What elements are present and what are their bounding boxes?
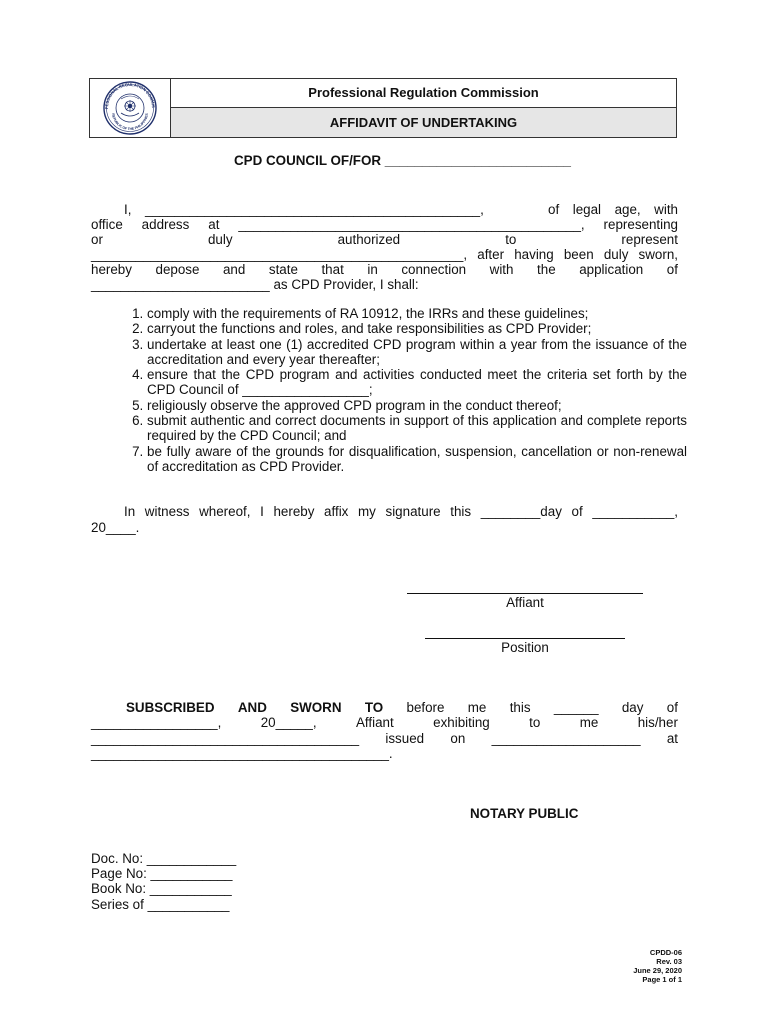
form-code: CPDD-06 [649,948,682,957]
header-box [89,78,677,138]
page-number: Page 1 of 1 [642,975,682,984]
position-label: Position [501,640,549,655]
witness-line-1: In witness whereof, I hereby affix my signature this ________day of ___________, [124,504,678,519]
word: ____________________________________ [91,731,360,746]
word: issued [385,731,425,746]
word: in [367,262,378,277]
word: authorized [337,232,401,247]
word: of [666,262,678,277]
name-blank: _____________________________________________, [145,202,484,217]
doc-no: Doc. No: ____________ [91,851,237,866]
word: 20_____, [260,715,317,730]
legal-age-text: of legal age, with [548,202,678,217]
undertaking-item: 3. undertake at least one (1) accredited CPD program within a year from the issuance of the accreditation and every year thereafter; [147,337,687,368]
word: duly [207,232,233,247]
word: Affiant [356,715,394,730]
affiant-label: Affiant [506,595,544,610]
book-no: Book No: ___________ [91,881,232,897]
intro-pronoun: I, [124,202,132,217]
intro-line-2: office address at ______________________________________________, representing [91,217,678,232]
word: exhibiting [433,715,490,730]
prc-seal-icon [90,79,170,137]
seal-outer-text: FESSIONAL REGULATION COMMIS [103,81,157,109]
word: to [505,232,517,247]
intro-line-5 [91,262,678,277]
word: TO [364,700,384,715]
jurat-line-2 [91,715,678,730]
jurat-line-1 [126,700,678,715]
word: his/her [637,715,678,730]
word: before [406,700,445,715]
word: this [509,700,531,715]
word: state [268,262,298,277]
notarial-register [91,851,236,912]
word: represent [621,232,678,247]
jurat-line-3 [91,731,678,746]
word: ____________________ [491,731,641,746]
word: AND [237,700,267,715]
word: SWORN [290,700,342,715]
undertakings-list [122,306,687,474]
undertaking-item: 5. religiously observe the approved CPD program in the conduct thereof; [147,398,687,413]
intro-line-1 [91,202,678,217]
word: connection [401,262,467,277]
word: the [537,262,556,277]
word: to [529,715,541,730]
undertaking-item: 1. comply with the requirements of RA 10912, the IRRs and these guidelines; [147,306,687,321]
word: of [666,700,678,715]
page-no: Page No: ___________ [91,866,233,882]
undertaking-item: 2. carryout the functions and roles, and take responsibilities as CPD Provider; [147,321,687,336]
series-of: Series of ___________ [91,896,230,912]
undertaking-item: 4. ensure that the CPD program and activities conducted meet the criteria set forth by the CPD Council of _________________; [147,367,687,398]
word: me [579,715,599,730]
revision-date: June 29, 2020 [633,966,682,975]
revision: Rev. 03 [656,957,682,966]
word: _________________, [91,715,222,730]
witness-line-2: 20____. [91,520,140,535]
position-signature-line [425,638,625,639]
affiant-signature-line [407,593,643,594]
form-footer [633,948,682,984]
word: or [91,232,103,247]
intro-line-4: __________________________________________________, after having been duly sworn, [91,247,678,262]
seal-inner-text: REPUBLIC OF THE PHILIPPINES [111,113,149,132]
word: that [321,262,344,277]
word: day [621,700,644,715]
word: with [489,262,514,277]
notary-public-label: NOTARY PUBLIC [470,806,579,821]
word: SUBSCRIBED [126,700,215,715]
word: at [666,731,678,746]
organization-name: Professional Regulation Commission [171,79,676,108]
word: hereby [91,262,132,277]
intro-line-3 [91,232,678,247]
intro-line-6: ________________________ as CPD Provider, I shall: [91,277,419,292]
undertaking-item: 7. be fully aware of the grounds for disqualification, suspension, cancellation or non-renewal of accreditation as CPD Provider. [147,444,687,475]
word: me [467,700,487,715]
word: application [579,262,644,277]
seal-cell [90,79,171,137]
word: and [222,262,246,277]
form-title: AFFIDAVIT OF UNDERTAKING [171,108,676,137]
word: ______ [553,700,599,715]
jurat-line-4: ________________________________________. [91,746,393,761]
undertaking-item: 6. submit authentic and correct documents in support of this application and complete reports required by the CPD Council; and [147,413,687,444]
word: on [450,731,466,746]
word: depose [155,262,200,277]
council-title: CPD COUNCIL OF/FOR _________________________ [234,153,571,168]
